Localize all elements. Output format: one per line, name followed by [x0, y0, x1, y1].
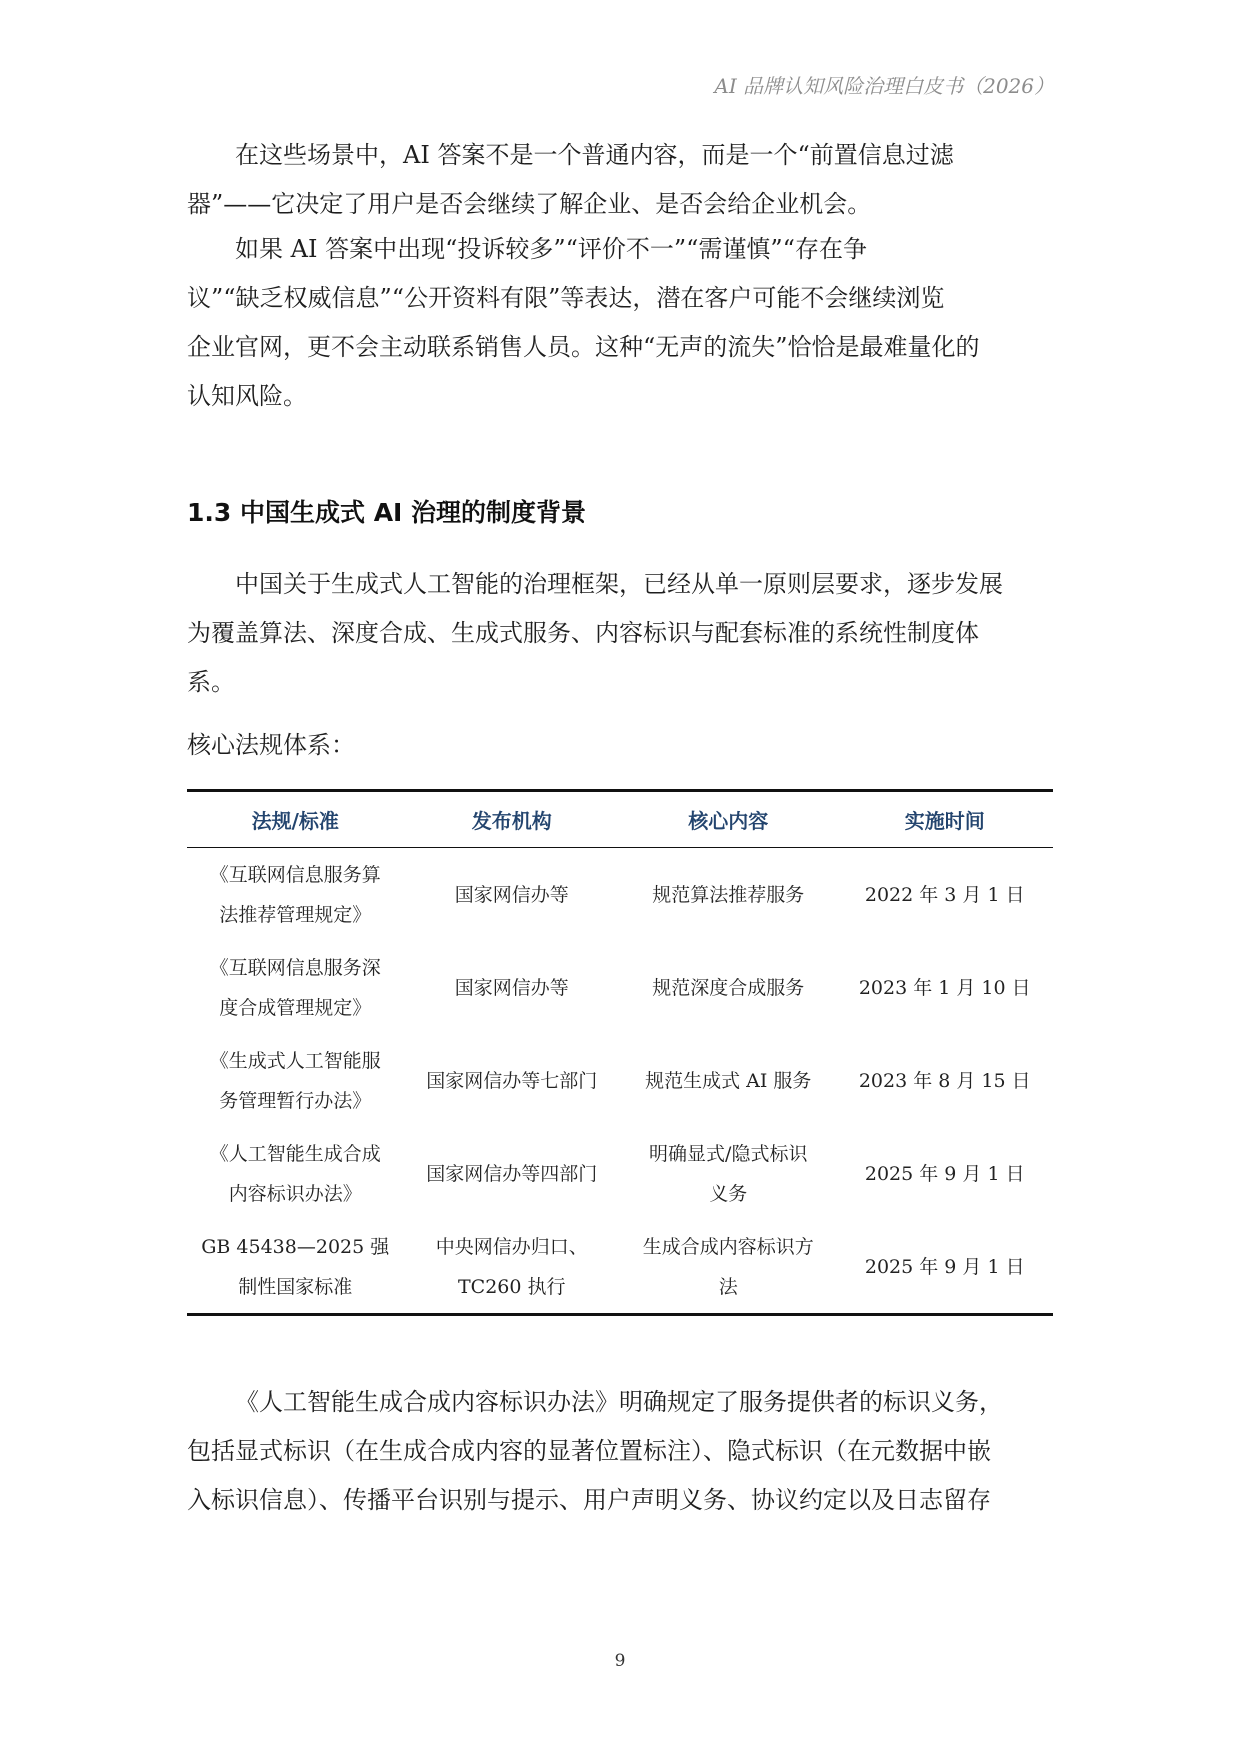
issuer-cell — [404, 941, 621, 1034]
column-header-core-content: 核心内容 — [688, 809, 769, 833]
cell-line: 内容标识办法》 — [228, 1182, 362, 1205]
paragraph-line: 为覆盖算法、深度合成、生成式服务、内容标识与配套标准的系统性制度体 — [187, 619, 979, 647]
cell-line: 2023 年 8 月 15 日 — [858, 1069, 1031, 1092]
regulation-name-cell — [187, 848, 404, 942]
core-content-cell — [620, 1127, 837, 1220]
cell-line: 法推荐管理规定》 — [219, 903, 372, 926]
cell-line: 《生成式人工智能服 — [209, 1049, 381, 1072]
cell-line: GB 45438—2025 强 — [201, 1235, 390, 1258]
paragraph-line: 系。 — [187, 668, 235, 696]
cell-line: 2023 年 1 月 10 日 — [858, 976, 1031, 999]
column-header-issuer: 发布机构 — [471, 809, 552, 833]
cell-line: 《人工智能生成合成 — [209, 1142, 381, 1165]
core-content-cell — [620, 848, 837, 942]
table-row — [187, 941, 1053, 1034]
paragraph-line: 认知风险。 — [187, 382, 307, 410]
core-content-cell — [620, 1034, 837, 1127]
cell-line: 国家网信办等 — [454, 976, 569, 999]
cell-line: 度合成管理规定》 — [219, 996, 372, 1019]
paragraph-line: 企业官网，更不会主动联系销售人员。这种“无声的流失”恰恰是最难量化的 — [187, 333, 980, 361]
cell-line: 生成合成内容标识方 — [642, 1235, 814, 1258]
cell-line: 2025 年 9 月 1 日 — [864, 1162, 1025, 1185]
cell-line: 规范深度合成服务 — [652, 976, 805, 999]
paragraph-line: 议”“缺乏权威信息”“公开资料有限”等表达，潜在客户可能不会继续浏览 — [187, 284, 945, 312]
core-content-cell — [620, 1220, 837, 1315]
cell-line: 务管理暂行办法》 — [219, 1089, 372, 1112]
cell-line: 《互联网信息服务深 — [209, 956, 381, 979]
column-header-regulation: 法规/标准 — [251, 809, 339, 833]
paragraph-governance-framework — [187, 560, 1053, 707]
paragraph-line: 在这些场景中，AI 答案不是一个普通内容，而是一个“前置信息过滤 — [235, 141, 954, 169]
core-content-cell — [620, 941, 837, 1034]
paragraph-line: 包括显式标识（在生成合成内容的显著位置标注）、隐式标识（在元数据中嵌 — [187, 1437, 991, 1465]
paragraph-line: 入标识信息）、传播平台识别与提示、用户声明义务、协议约定以及日志留存 — [187, 1486, 991, 1514]
paragraph-ai-answer-filter — [187, 131, 1053, 229]
table-caption: 核心法规体系： — [187, 731, 355, 759]
table-header-row — [187, 791, 1053, 848]
effective-date-cell — [837, 848, 1054, 942]
table-row — [187, 848, 1053, 942]
regulations-table — [187, 789, 1053, 1316]
cell-line: 法 — [718, 1275, 738, 1298]
cell-line: 2025 年 9 月 1 日 — [864, 1255, 1025, 1278]
issuer-cell — [404, 1127, 621, 1220]
cell-line: 国家网信办等 — [454, 883, 569, 906]
paragraph-line: 如果 AI 答案中出现“投诉较多”“评价不一”“需谨慎”“存在争 — [235, 235, 867, 263]
effective-date-cell — [837, 941, 1054, 1034]
paragraph-line: 中国关于生成式人工智能的治理框架，已经从单一原则层要求，逐步发展 — [235, 570, 1003, 598]
paragraph-line: 《人工智能生成合成内容标识办法》明确规定了服务提供者的标识义务， — [235, 1388, 1003, 1416]
paragraph-line: 器”——它决定了用户是否会继续了解企业、是否会给企业机会。 — [187, 190, 872, 218]
cell-line: 义务 — [709, 1182, 748, 1205]
cell-line: 2022 年 3 月 1 日 — [864, 883, 1025, 906]
cell-line: 国家网信办等四部门 — [426, 1162, 598, 1185]
regulation-name-cell — [187, 1034, 404, 1127]
section-heading: 1.3 中国生成式 AI 治理的制度背景 — [187, 498, 587, 527]
table-row — [187, 1127, 1053, 1220]
effective-date-cell — [837, 1034, 1054, 1127]
running-header: AI 品牌认知风险治理白皮书（2026） — [714, 74, 1054, 98]
table-row — [187, 1220, 1053, 1315]
issuer-cell — [404, 1034, 621, 1127]
issuer-cell — [404, 848, 621, 942]
cell-line: 《互联网信息服务算 — [209, 863, 381, 886]
cell-line: 明确显式/隐式标识 — [649, 1142, 808, 1165]
effective-date-cell — [837, 1127, 1054, 1220]
cell-line: 中央网信办归口、 — [435, 1235, 588, 1258]
cell-line: 制性国家标准 — [238, 1275, 353, 1298]
regulation-name-cell — [187, 1127, 404, 1220]
page-number: 9 — [614, 1651, 626, 1671]
regulation-name-cell — [187, 1220, 404, 1315]
cell-line: 规范生成式 AI 服务 — [645, 1069, 812, 1092]
cell-line: TC260 执行 — [457, 1275, 566, 1298]
table-row — [187, 1034, 1053, 1127]
cell-line: 国家网信办等七部门 — [426, 1069, 598, 1092]
paragraph-silent-loss — [187, 225, 1053, 421]
issuer-cell — [404, 1220, 621, 1315]
regulation-name-cell — [187, 941, 404, 1034]
cell-line: 规范算法推荐服务 — [652, 883, 805, 906]
paragraph-labeling-obligations — [187, 1378, 1053, 1525]
column-header-effective-date: 实施时间 — [904, 809, 985, 833]
effective-date-cell — [837, 1220, 1054, 1315]
